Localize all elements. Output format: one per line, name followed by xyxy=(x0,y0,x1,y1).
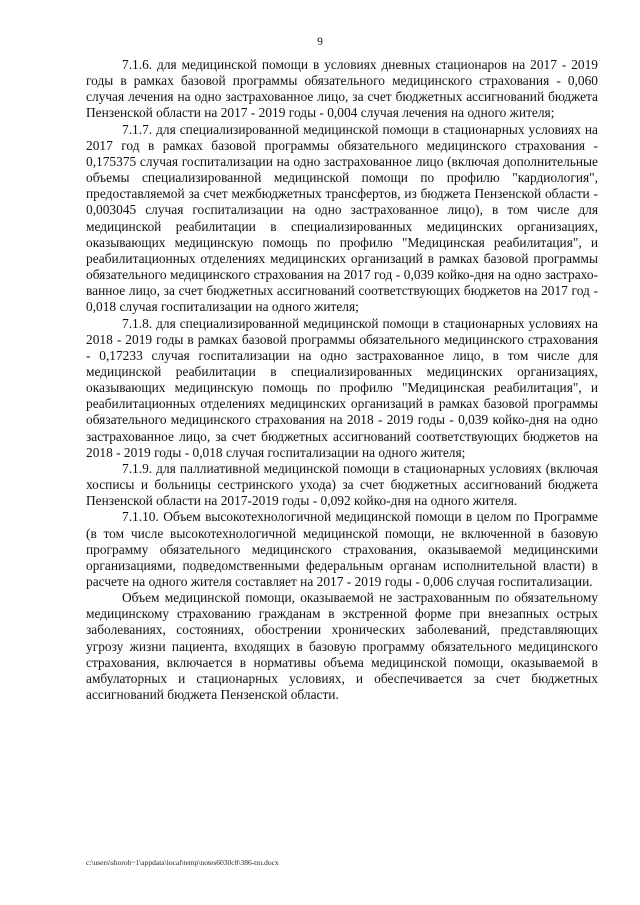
paragraph-7-1-9: 7.1.9. для паллиативной медицинской помощи в стационарных условиях (включая хосписы и больницы сестринского ухода) за счет бюджетных ассигнований бюджета Пензенской области на 2017-2019 годы - 0,092 койко-дня на одного жителя. xyxy=(86,460,598,509)
paragraph-7-1-6: 7.1.6. для медицинской помощи в условиях дневных стационаров на 2017 - 2019 годы в рамках базовой программы обязательного медицинского страхования - 0,060 случая лечения на одно застрахованное лицо, за счет бюджетных ассигнований бюджета Пензенской области на 2017 - 2019 годы - 0,004 случая лечения на одного жителя; xyxy=(86,57,598,121)
paragraph-7-1-8: 7.1.8. для специализированной медицинской помощи в стационарных условиях на 2018 - 2019 годы в рамках базовой программы обязательного медицинского страхования - 0,17233 случая госпитализации на одно застрахованное лицо, в том числе для медицинской реабилитации в специализированных медицинских организациях, оказывающих медицинскую помощь по профилю "Медицинская реабилитация", и реабилитационных отделениях медицинских организаций в рамках базовой программы обязательного медицинского страхования на 2018 - 2019 годы - 0,039 койко-дня на одно застрахованное лицо, за счет бюджетных ассигнований соответствующих бюджетов на 2018 - 2019 годы - 0,018 случая госпитализации на одного жителя; xyxy=(86,315,598,460)
footer-file-path: c:\users\shoroh~1\appdata\local\temp\notes6030c8\386-пп.docx xyxy=(86,858,279,867)
paragraph-7-1-10: 7.1.10. Объем высокотехнологичной медицинской помощи в целом по Программе (в том числе высокотехнологичной медицинской помощи, не включенной в базовую программу обязательного медицинского страхования, оказываемой медицинскими организациями, подведомственными федеральным органам исполнительной власти) в расчете на одного жителя составляет на 2017 - 2019 годы - 0,006 случая госпитализации. xyxy=(86,509,598,589)
document-body xyxy=(86,57,598,703)
page-number: 9 xyxy=(317,36,323,48)
paragraph-7-1-7: 7.1.7. для специализированной медицинской помощи в стационарных условиях на 2017 год в рамках базовой программы обязательного медицинского страхования - 0,175375 случая госпитализации на одно застрахованное лицо (включая дополнительные объемы специализированной медицинской помощи по профилю "кардиология", предоставляемой за счет межбюджетных трансфертов, из бюджета Пензенской области - 0,003045 случая госпитализации на одно застрахованное лицо), в том числе для медицинской реабилитации в специализированных медицинских организациях, оказывающих медицинскую помощь по профилю "Медицинская реабилитация", и реабилитационных отделениях медицинских организаций в рамках базовой программы обязательного медицинского страхования на 2017 год - 0,039 койко-дня на одно застрахованное лицо, за счет бюджетных ассигнований соответствующих бюджетов на 2017 год - 0,018 случая госпитализации на одного жителя; xyxy=(86,121,598,315)
paragraph-uninsured-care: Объем медицинской помощи, оказываемой не застрахованным по обязательному медицинскому страхованию гражданам в экстренной форме при внезапных острых заболеваниях, состояниях, обострении хронических заболеваний, представляющих угрозу жизни пациента, входящих в базовую программу обязательного медицинского страхования, включается в нормативы объема медицинской помощи, оказываемой в амбулаторных и стационарных условиях, и обеспечивается за счет бюджетных ассигнований бюджета Пензенской области. xyxy=(86,590,598,703)
